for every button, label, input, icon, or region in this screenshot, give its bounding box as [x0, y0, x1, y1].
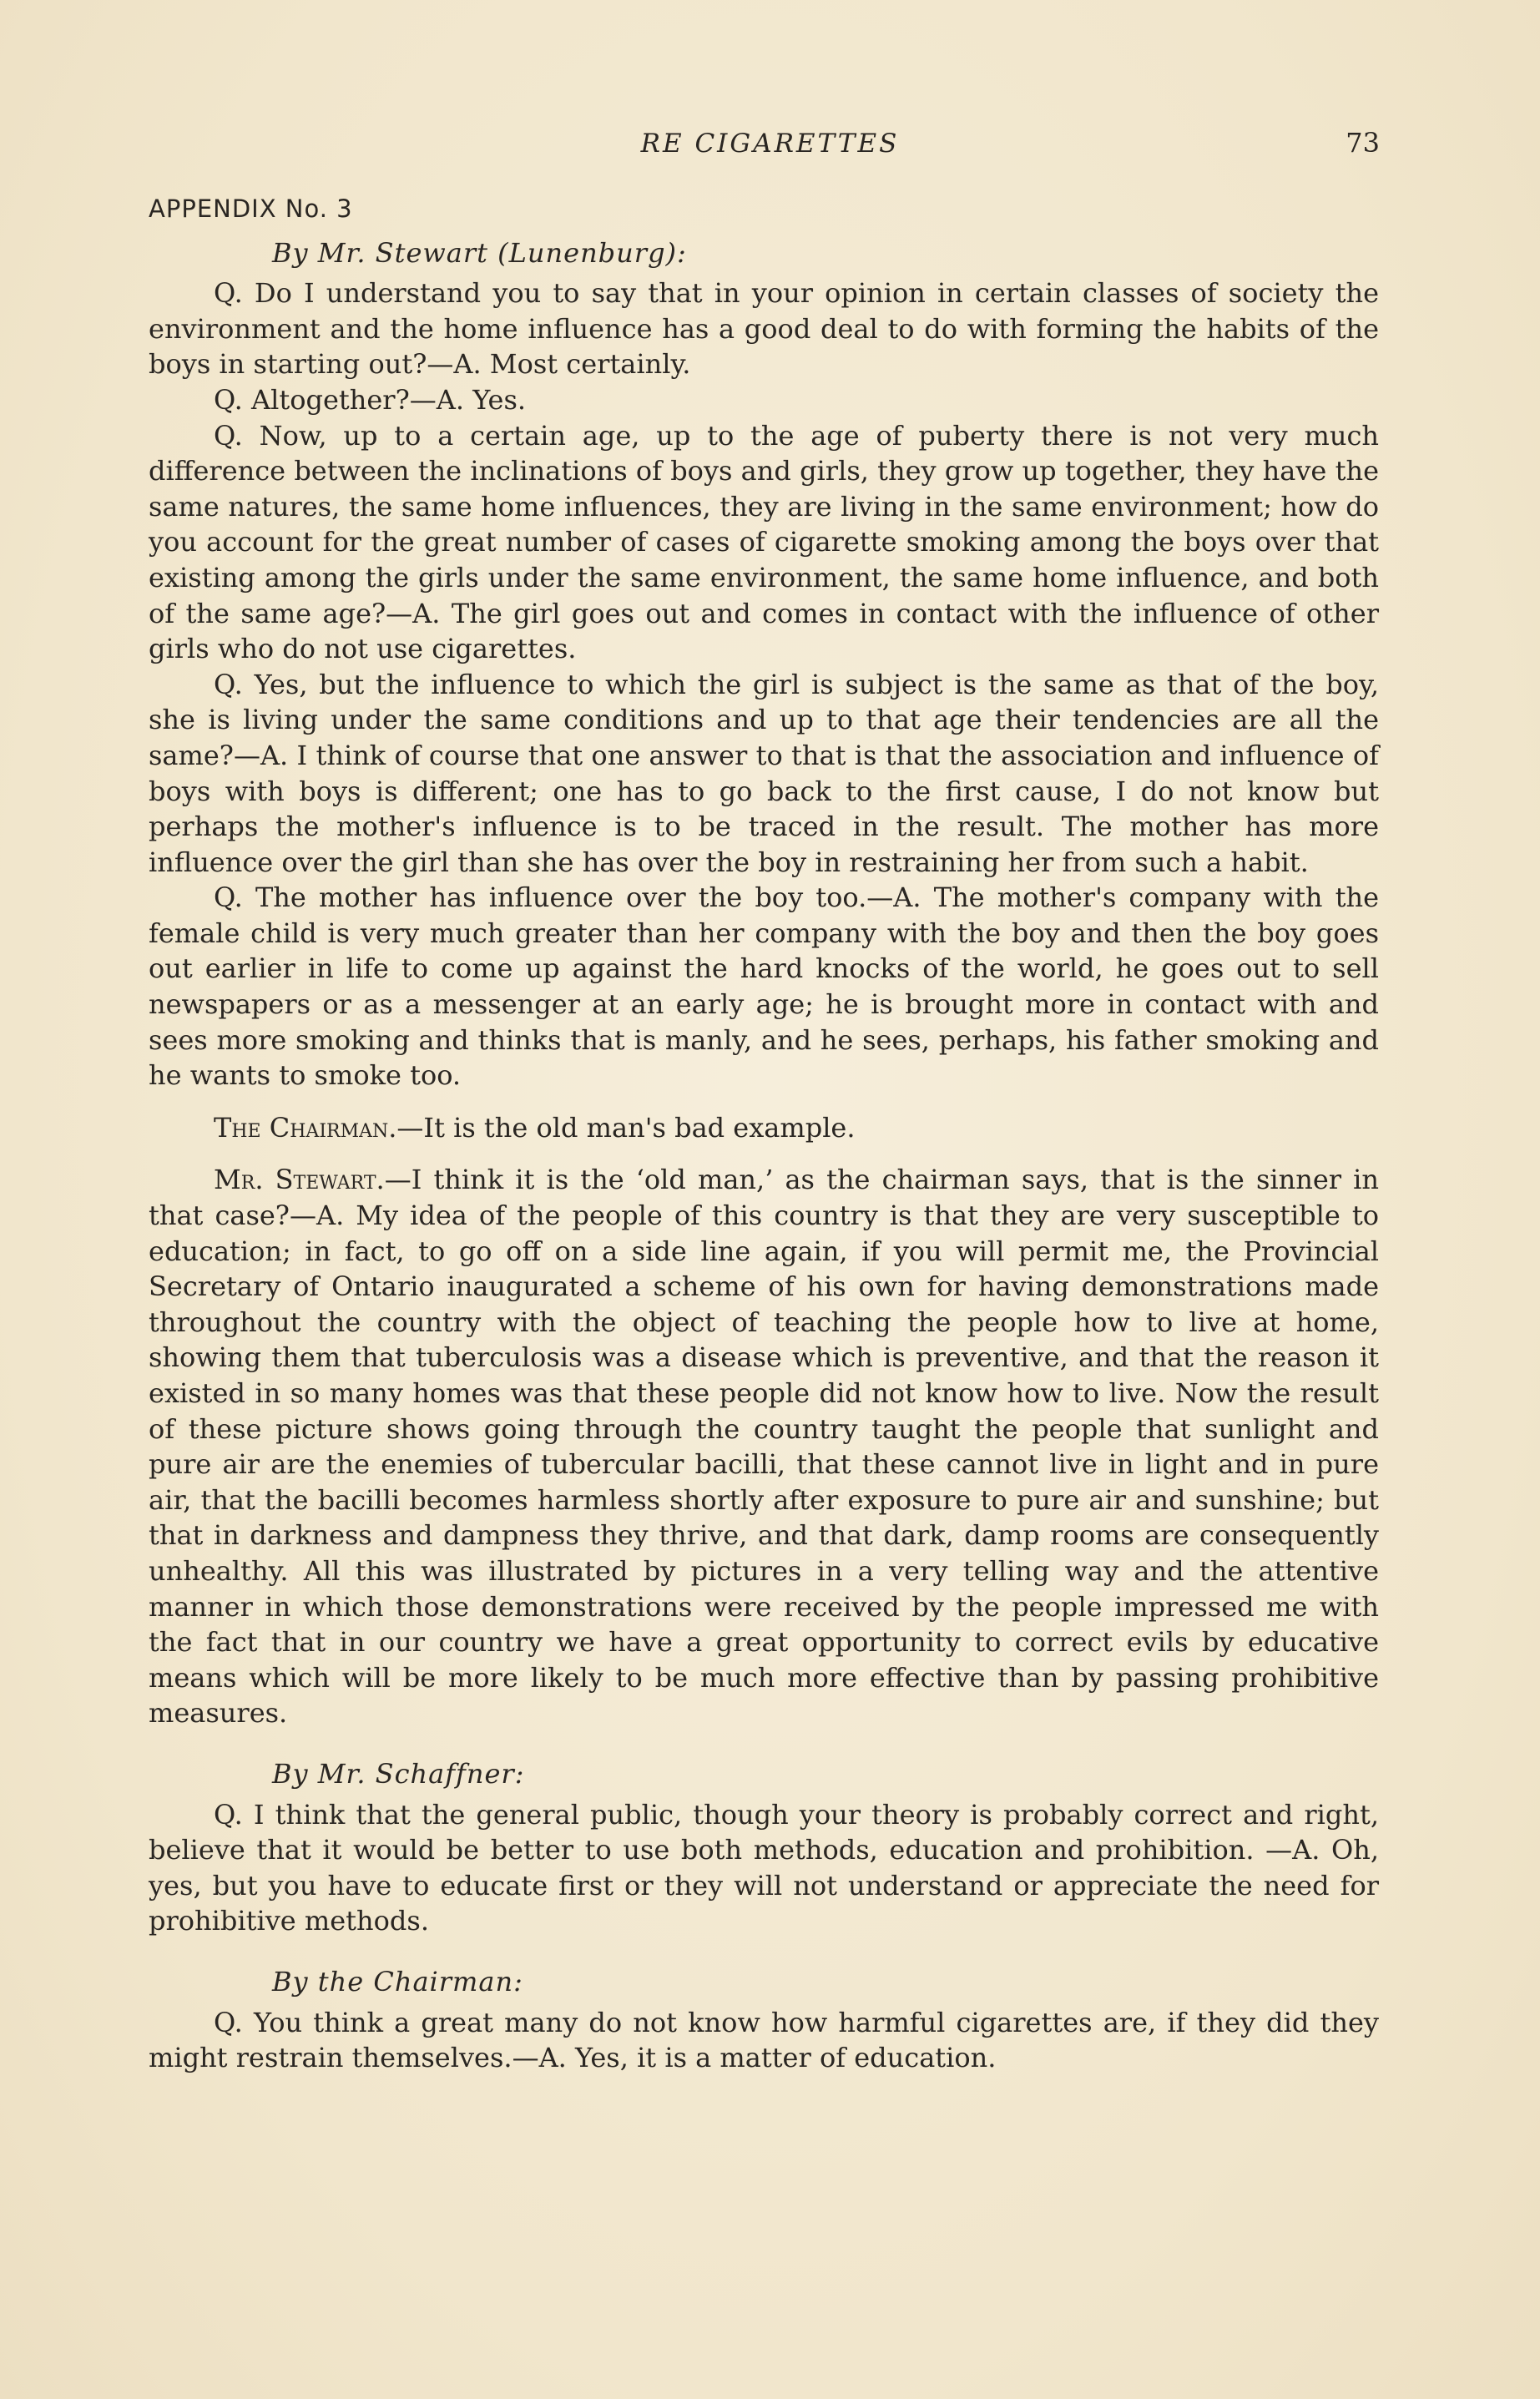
question-paragraph: Q. The mother has influence over the boy too.—A. The mother's company with the female child is very much greater than her company with the boy and then the boy goes out earlier in life to come up against the hard knocks of the world, he goes out to sell newspapers or as a messenger at an early age; he is brought more in contact with and sees more smoking and thinks that is manly, and he sees, perhaps, his father smoking and he wants to smoke too. — [149, 881, 1379, 1092]
question-paragraph: Q. Now, up to a certain age, up to the age of puberty there is not very much difference between the inclinations of boys and girls, they grow up together, they have the same natures, the same home influences, they are living in the same environment; how do you account for the great number of cases of cigarette smoking among the boys over that existing among the girls under the same environment, the same home influence, and both of the same age?—A. The girl goes out and comes in contact with the influence of other girls who do not use cigarettes. — [149, 419, 1379, 665]
question-paragraph: Q. You think a great many do not know how harmful cigarettes are, if they did they might restrain themselves.—A. Yes, it is a matter of education. — [149, 2006, 1379, 2074]
examiner-heading-chairman: By the Chairman: — [272, 1965, 523, 1997]
appendix-label: APPENDIX No. 3 — [149, 194, 353, 223]
examiner-heading-schaffner: By Mr. Schaffner: — [272, 1757, 525, 1790]
question-paragraph: Q. Altogether?—A. Yes. — [214, 383, 527, 416]
page-body — [149, 191, 1379, 2076]
question-paragraph: Q. Do I understand you to say that in your opinion in certain classes of society the environment and the home influence has a good deal to do with forming the habits of the boys in starting out?—A. Most certainly. — [149, 277, 1379, 381]
chairman-remark — [149, 1110, 1379, 1146]
remark-text: —I think it is the ‘old man,’ as the chairman says, that is the sinner in that case?—A. My idea of the people of this country is that they are very susceptible to education; in fact, to go off on a side line again, if you will permit me, the Provincial Secretary of Ontario inaugurated a scheme of his own for having demonstrations made throughout the country with the object of teaching the people how to live at home, showing them that tuberculosis was a disease which is preventive, and that the reason it existed in so many homes was that these people did not know how to live. Now the result of these picture shows going through the country taught the people that sunlight and pure air are the enemies of tubercular bacilli, that these cannot live in light and in pure air, that the bacilli becomes harmless shortly after exposure to pure air and sunshine; but that in darkness and dampness they thrive, and that dark, damp rooms are consequently unhealthy. All this was illustrated by pictures in a very telling way and the attentive manner in which those demonstrations were received by the people impressed me with the fact that in our country we have a great opportunity to correct evils by educative means which will be more likely to be much more effective than by passing prohibitive measures. — [149, 1164, 1380, 1730]
running-header — [0, 124, 1540, 165]
stewart-remark — [149, 1162, 1379, 1731]
question-paragraph: Q. Yes, but the influence to which the girl is subject is the same as that of the boy, she is living under the same conditions and up to that age their tendencies are all the same?—A. I think of course that one answer to that is that the association and influence of boys with boys is different; one has to go back to the first cause, I do not know but perhaps the mother's influence is to be traced in the result. The mother has more influence over the girl than she has over the boy in restraining her from such a habit. — [149, 668, 1379, 878]
remark-text: —It is the old man's bad example. — [396, 1111, 856, 1144]
running-title: RE CIGARETTES — [640, 129, 900, 159]
examiner-heading-stewart: By Mr. Stewart (Lunenburg): — [272, 236, 687, 269]
question-paragraph: Q. I think that the general public, though your theory is probably correct and right, believe that it would be better to use both methods, education and prohibition. —A. Oh, yes, but you have to educate first or they will not understand or appreciate the need for prohibitive methods. — [149, 1798, 1379, 1937]
speaker-name: Mr. Stewart. — [214, 1164, 385, 1196]
speaker-name: The Chairman. — [214, 1111, 397, 1144]
page-number: 73 — [1346, 127, 1380, 159]
